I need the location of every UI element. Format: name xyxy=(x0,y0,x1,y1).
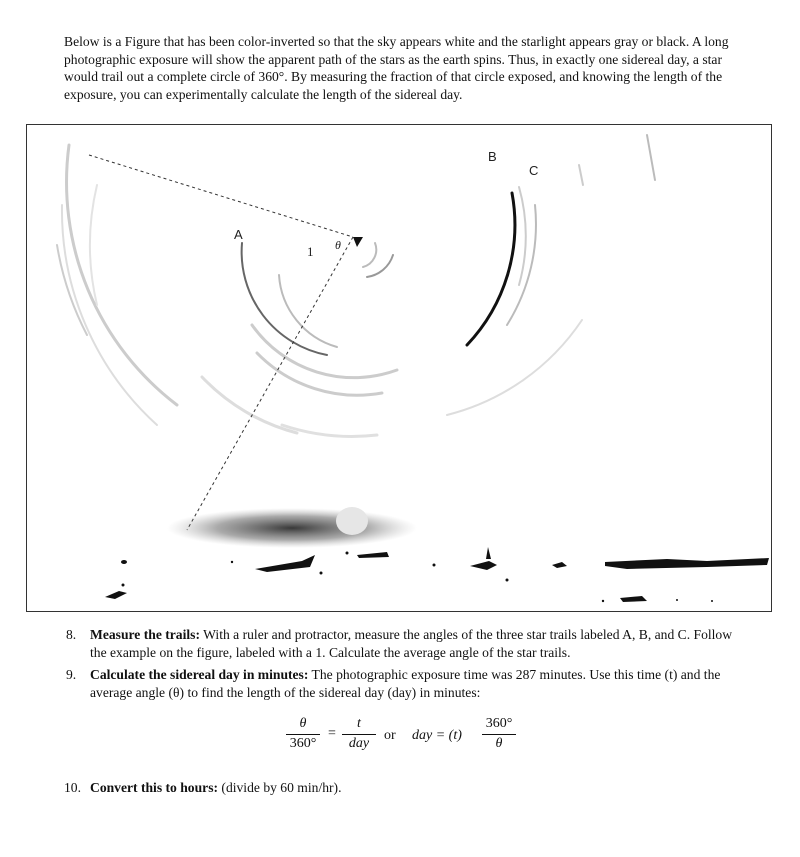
horizon-objects xyxy=(105,547,769,602)
formula-360: 360° xyxy=(289,736,317,751)
question-text: With a ruler and protractor, measure the angles of the three star trails labeled A, B, and C. Follow the example on the figure, labeled with a 1. Calculate the average angle of the star trails. xyxy=(90,627,733,660)
question-number: 8. xyxy=(66,627,77,642)
question-8 xyxy=(66,626,756,666)
formula-theta-b: θ xyxy=(495,736,503,751)
formula-360b: 360° xyxy=(485,716,513,731)
star-trail-image xyxy=(27,125,772,612)
label-a: A xyxy=(234,227,243,242)
question-number: 9. xyxy=(66,667,77,682)
construction-lines xyxy=(89,155,353,530)
question-9 xyxy=(66,666,756,706)
formula-equals: = xyxy=(328,726,336,741)
formula-t: t xyxy=(357,716,361,731)
label-b: B xyxy=(488,149,497,164)
formula-day-eq: day = (t) xyxy=(412,728,462,743)
star-trails xyxy=(57,135,655,436)
ground-shadow xyxy=(167,508,417,548)
question-number: 10. xyxy=(64,780,81,795)
formula-day: day xyxy=(348,736,370,751)
star-trail-figure xyxy=(26,124,772,612)
question-text: The photographic exposure time was 287 minutes. Use this time (t) and the average angle (θ) to find the length of the sidereal day (day) in minutes: xyxy=(90,667,721,700)
question-title: Measure the trails: xyxy=(90,627,200,642)
label-theta: θ xyxy=(335,238,341,252)
question-text: (divide by 60 min/hr). xyxy=(218,780,342,795)
formula-or: or xyxy=(384,728,396,743)
label-1: 1 xyxy=(307,244,314,259)
formula-theta: θ xyxy=(299,716,307,731)
sidereal-day-formula xyxy=(286,716,526,766)
question-10 xyxy=(64,779,754,799)
label-c: C xyxy=(529,163,539,178)
intro-paragraph: Below is a Figure that has been color-inverted so that the sky appears white and the starlight appears gray or black. A long photographic exposure will show the apparent path of the stars as the earth spins. Thus, in exactly one sidereal day, a star would trail out a complete circle of 360°. By measuring the fraction of that circle exposed, and knowing the length of the exposure, you can experimentally calculate the length of the sidereal day. xyxy=(64,34,729,102)
question-title: Convert this to hours: xyxy=(90,780,219,795)
question-title: Calculate the sidereal day in minutes: xyxy=(90,667,309,682)
